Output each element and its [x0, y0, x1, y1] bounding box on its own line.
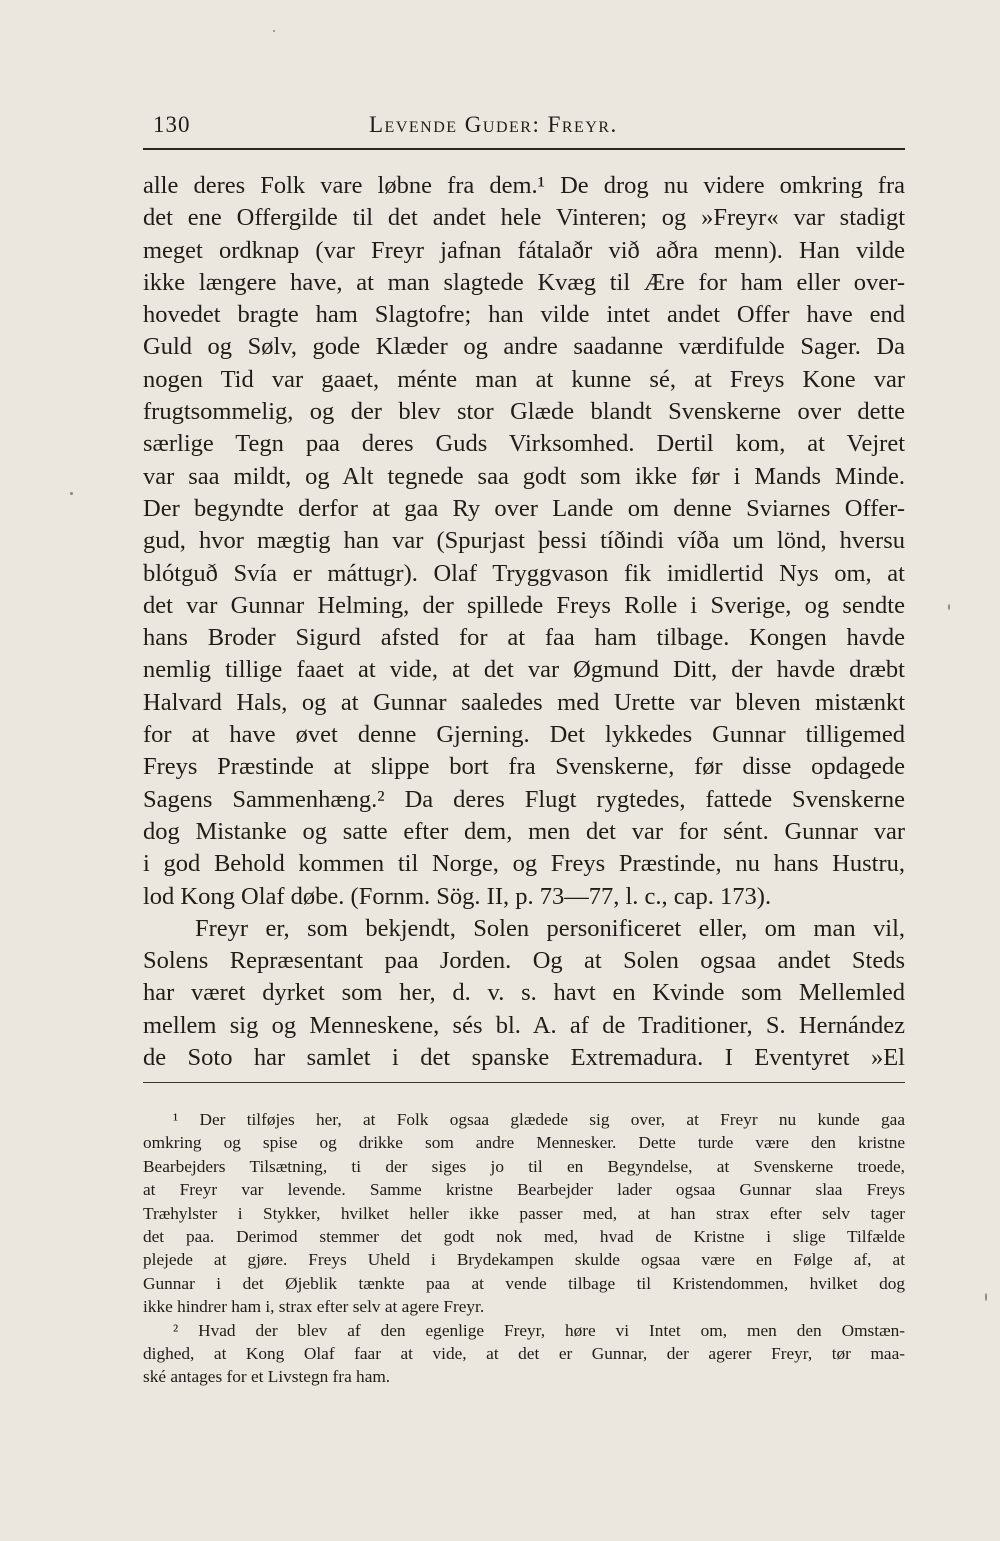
body-line: mellem sig og Menneskene, sés bl. A. af de Traditioner, S. Hernández [143, 1011, 905, 1039]
body-line: det ene Offergilde til det andet hele Vinteren; og »Freyr« var stadigt [143, 204, 905, 232]
body-text [143, 170, 905, 1074]
body-line: hovedet bragte ham Slagtofre; han vilde intet andet Offer have end [143, 301, 905, 329]
running-head: Levende Guder: Freyr. [369, 112, 618, 137]
footnote-line: ikke hindrer ham i, strax efter selv at agere Freyr. [143, 1297, 485, 1317]
body-line: Freys Præstinde at slippe bort fra Svenskerne, før disse opdagede [143, 753, 905, 781]
paper-speck [70, 492, 73, 495]
body-line: lod Kong Olaf døbe. (Fornm. Sög. II, p. 73—77, l. c., cap. 173). [143, 882, 772, 910]
body-line: nemlig tillige faaet at vide, at det var Øgmund Ditt, der havde dræbt [143, 656, 905, 684]
footnote-line: omkring og spise og drikke som andre Mennesker. Dette turde være den kristne [143, 1133, 905, 1153]
body-line: alle deres Folk vare løbne fra dem.¹ De drog nu videre omkring fra [143, 172, 905, 199]
body-line: nogen Tid var gaaet, ménte man at kunne sé, at Freys Kone var [143, 365, 905, 393]
body-line: har været dyrket som her, d. v. s. havt en Kvinde som Mellemled [143, 979, 905, 1007]
body-line: de Soto har samlet i det spanske Extremadura. I Eventyret »El [143, 1044, 905, 1072]
body-line-paragraph-start: Freyr er, som bekjendt, Solen personificeret eller, om man vil, [195, 914, 905, 942]
paper-speck [985, 1293, 987, 1301]
body-line: det var Gunnar Helming, der spillede Freys Rolle i Sverige, og sendte [143, 591, 905, 619]
body-line: Halvard Hals, og at Gunnar saaledes med Urette var bleven mistænkt [143, 688, 905, 716]
footnote-line: Træhylster i Stykker, hvilket heller ikke passer med, at han strax efter selv tager [143, 1203, 905, 1223]
footnote-rule [143, 1082, 905, 1083]
page-number: 130 [153, 112, 191, 137]
body-line: frugtsommelig, og der blev stor Glæde blandt Svenskerne over dette [143, 398, 905, 426]
footnote-line: det paa. Derimod stemmer det godt nok med, hvad de Kristne i slige Tilfælde [143, 1226, 905, 1246]
body-line: blótguð Svía er máttugr). Olaf Tryggvason fik imidlertid Nys om, at [143, 559, 905, 587]
body-line: for at have øvet denne Gjerning. Det lykkedes Gunnar tilligemed [143, 721, 905, 749]
footnotes [143, 1108, 905, 1389]
body-line: Sagens Sammenhæng.² Da deres Flugt rygtedes, fattede Svenskerne [143, 785, 905, 813]
footnote-line: ¹ Der tilføjes her, at Folk ogsaa glædede sig over, at Freyr nu kunde gaa [173, 1110, 905, 1129]
footnote-line: Gunnar i det Øjeblik tænkte paa at vende tilbage til Kristendommen, hvilket dog [143, 1273, 905, 1293]
footnote-line: dighed, at Kong Olaf faar at vide, at det er Gunnar, der agerer Freyr, tør maa- [143, 1343, 905, 1363]
footnote-line: Bearbejders Tilsætning, ti der siges jo til en Begyndelse, at Svenskerne troede, [143, 1156, 905, 1176]
body-line: gud, hvor mægtig han var (Spurjast þessi tíðindi víða um lönd, hversu [143, 527, 905, 555]
body-line: særlige Tegn paa deres Guds Virksomhed. Dertil kom, at Vejret [143, 430, 905, 458]
body-line: hans Broder Sigurd afsted for at faa ham tilbage. Kongen havde [143, 624, 905, 652]
header-rule [143, 148, 905, 150]
paper-speck [273, 30, 275, 32]
body-line: i god Behold kommen til Norge, og Freys Præstinde, nu hans Hustru, [143, 850, 905, 878]
footnote-line: plejede at gjøre. Freys Uheld i Brydekampen skulde ogsaa være en Følge af, at [143, 1250, 905, 1270]
footnote-line: at Freyr var levende. Samme kristne Bearbejder lader ogsaa Gunnar slaa Freys [143, 1180, 905, 1200]
body-line: Guld og Sølv, gode Klæder og andre saadanne værdifulde Sager. Da [143, 333, 905, 361]
body-line: meget ordknap (var Freyr jafnan fátalaðr við aðra menn). Han vilde [143, 236, 905, 264]
body-line: ikke længere have, at man slagtede Kvæg til Ære for ham eller over- [143, 268, 905, 296]
page-header [143, 112, 905, 142]
paper-speck [948, 604, 950, 610]
footnote-line: ² Hvad der blev af den egenlige Freyr, høre vi Intet om, men den Omstæn- [173, 1320, 905, 1340]
footnote-line: ské antages for et Livstegn fra ham. [143, 1367, 391, 1387]
body-line: Solens Repræsentant paa Jorden. Og at Solen ogsaa andet Steds [143, 947, 905, 975]
body-line: var saa mildt, og Alt tegnede saa godt som ikke før i Mands Minde. [143, 462, 905, 490]
body-line: Der begyndte derfor at gaa Ry over Lande om denne Sviarnes Offer- [143, 494, 905, 522]
body-line: dog Mistanke og satte efter dem, men det var for sént. Gunnar var [143, 817, 905, 845]
